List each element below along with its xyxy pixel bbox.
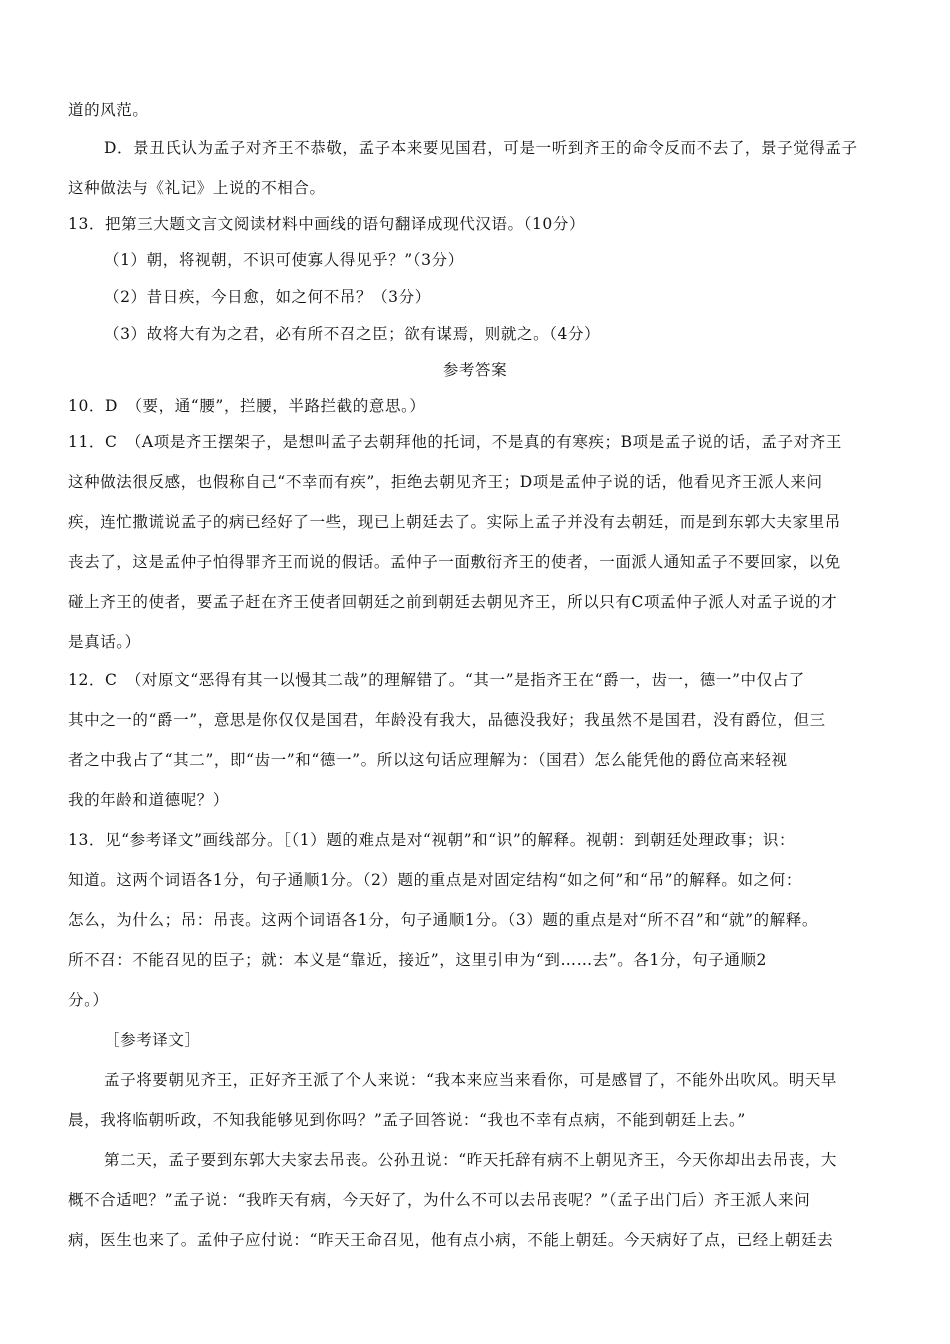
answer-11-line: 碰上齐王的使者，要孟子赶在齐王使者回朝廷之前到朝廷去朝见齐王，所以只有C项孟仲子派人对孟子说的才 <box>68 593 838 611</box>
answer-13-line: 所不召：不能召见的臣子；就：本义是“靠近，接近”，这里引申为“到……去”。各1分，句子通顺2 <box>68 951 768 969</box>
answer-11-line: 是真话。） <box>68 633 141 651</box>
translation-line: 晨，我将临朝听政，不知我能够见到你吗？”孟子回答说：“我也不幸有点病，不能到朝廷上去。” <box>68 1111 746 1129</box>
question-13-item-2: （2）昔日疾，今日愈，如之何不吊？（3分） <box>104 288 431 306</box>
answer-12-line: 12．C （对原文“恶得有其一以慢其二哉”的理解错了。“其一”是指齐王在“爵一，齿一，德一”中仅占了 <box>68 671 805 689</box>
translation-line: 概不合适吧？”孟子说：“我昨天有病，今天好了，为什么不可以去吊丧呢？”（孟子出门后）齐王派人来问 <box>68 1191 811 1209</box>
answer-10: 10．D （要，通“腰”，拦腰，半路拦截的意思。） <box>68 397 426 415</box>
translation-line: 第二天，孟子要到东郭大夫家去吊丧。公孙丑说：“昨天托辞有病不上朝见齐王，今天你却出去吊丧，大 <box>104 1151 838 1169</box>
answer-11-line: 疾，连忙撒谎说孟子的病已经好了一些，现已上朝廷去了。实际上孟子并没有去朝廷，而是到东郭大夫家里吊 <box>68 513 841 531</box>
answer-section-title: 参考答案 <box>442 361 508 379</box>
translation-line: 病，医生也来了。孟仲子应付说：“昨天王命召见，他有点小病，不能上朝廷。今天病好了点，已经上朝廷去 <box>68 1231 834 1249</box>
question-13-item-3: （3）故将大有为之君，必有所不召之臣；欲有谋焉，则就之。（4分） <box>104 325 601 343</box>
answer-13-line: 分。） <box>68 991 109 1009</box>
option-d-line: D．景丑氏认为孟子对齐王不恭敬，孟子本来要见国君，可是一听到齐王的命令反而不去了，景子觉得孟子 <box>104 139 858 157</box>
text-line: 道的风范。 <box>68 101 149 119</box>
answer-12-line: 者之中我占了“其二”，即“齿一”和“德一”。所以这句话应理解为：（国君）怎么能凭他的爵位高来轻视 <box>68 751 788 769</box>
answer-11-line: 11．C （A项是齐王摆架子，是想叫孟子去朝拜他的托词，不是真的有寒疾；B项是孟子说的话，孟子对齐王 <box>68 433 842 451</box>
question-13-heading: 13．把第三大题文言文阅读材料中画线的语句翻译成现代汉语。（10分） <box>68 215 586 233</box>
reference-translation-heading: ［参考译文］ <box>104 1031 201 1049</box>
answer-11-line: 这种做法很反感，也假称自己“不幸而有疾”，拒绝去朝见齐王；D项是孟仲子说的话，他看见齐王派人来问 <box>68 473 823 491</box>
answer-12-line: 其中之一的“爵一”，意思是你仅仅是国君，年龄没有我大，品德没我好；我虽然不是国君，没有爵位，但三 <box>68 711 826 729</box>
answer-13-line: 13．见“参考译文”画线部分。［（1）题的难点是对“视朝”和“识”的解释。视朝：到朝廷处理政事；识： <box>68 831 796 849</box>
answer-12-line: 我的年龄和道德呢？） <box>68 791 230 809</box>
answer-13-line: 怎么，为什么；吊：吊丧。这两个词语各1分，句子通顺1分。（3）题的重点是对“所不召”和“就”的解释。 <box>68 911 819 929</box>
text-line: 这种做法与《礼记》上说的不相合。 <box>68 179 326 197</box>
translation-line: 孟子将要朝见齐王，正好齐王派了个人来说：“我本来应当来看你，可是感冒了，不能外出吹风。明天早 <box>104 1071 838 1089</box>
question-13-item-1: （1）朝，将视朝，不识可使寡人得见乎？”（3分） <box>104 251 464 269</box>
answer-11-line: 丧去了，这是孟仲子怕得罪齐王而说的假话。孟仲子一面敷衍齐王的使者，一面派人通知孟子不要回家，以免 <box>68 553 841 571</box>
answer-13-line: 知道。这两个词语各1分，句子通顺1分。（2）题的重点是对固定结构“如之何”和“吊”的解释。如之何： <box>68 871 802 889</box>
